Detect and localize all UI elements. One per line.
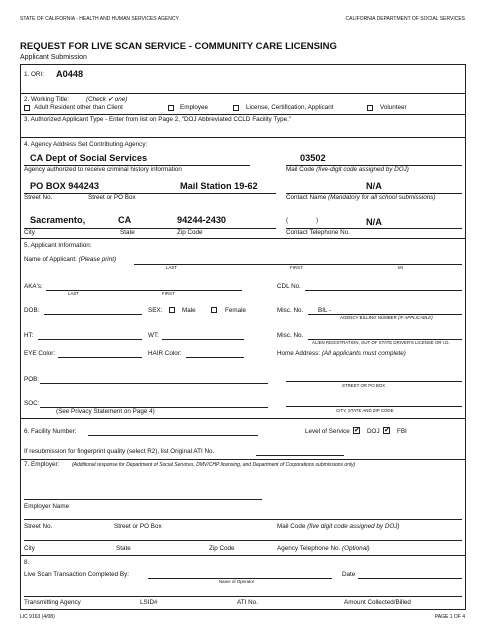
employer-zip-caption: Zip Code [209,545,235,552]
checkmark-icon: ✔ [107,96,113,103]
working-title-instruction [86,97,127,103]
soc-label: SOC: [24,400,40,407]
weight-label: WT: [148,332,159,339]
employer-hint: (Additional response for Department of Social Services, DMV/CHP licensing, and Department of Corporations submissions only) [72,462,356,468]
state-caption: State [120,229,135,236]
weight-field[interactable] [162,339,244,340]
ati-caption: ATI No. [237,599,258,606]
employer-mail-code-caption [277,524,400,530]
operator-caption: Name of Operator [219,579,255,584]
employee-label: Employee [180,104,209,111]
divider [20,555,466,556]
mail-code-value[interactable]: 03502 [300,153,326,163]
transmission-field[interactable] [24,596,462,597]
agency-caption: Agency authorized to receive criminal history information [24,166,182,173]
first-caption: FIRST [290,265,303,270]
fbi-checkbox[interactable]: ✔ [384,427,390,434]
cdl-label: CDL No. [277,283,301,290]
home-address-text: Home Address: [277,350,321,357]
contact-caption-hint: (Mandatory for all school submissions) [328,194,436,201]
mail-code-caption-hint: (five-digit code assigned by DOJ) [316,166,409,173]
male-checkbox[interactable] [169,307,175,313]
phone-caption: Contact Telephone No. [286,229,350,236]
city-caption: City [24,229,35,236]
zip-value[interactable]: 94244-2430 [177,215,227,225]
street-caption: Street No. [24,194,53,201]
volunteer-checkbox[interactable] [367,105,373,111]
agency-address-label: 4. Agency Address Set Contributing Agency: [24,141,148,148]
doj-label: DOJ [367,428,380,435]
misc1-label: Misc. No. [277,307,304,314]
contact-phone-value[interactable]: N/A [366,217,382,227]
home-city-field[interactable] [286,406,462,407]
employer-mail-code-text: Mail Code [277,523,306,530]
city-line [24,228,276,229]
hair-color-label: HAIR Color: [148,350,182,357]
applicant-name-text: Name of Applicant: [24,256,77,263]
billing-caption-hint: (IF APPLICABLE) [398,315,433,320]
ori-label: 1. ORI: [24,71,44,78]
aka-label: AKA's: [24,283,43,290]
completed-by-label: Live Scan Transaction Completed By: [24,571,130,578]
contact-caption-text: Contact Name [286,194,327,201]
instruction-text: (Check [86,96,106,103]
form-number: LIC 9163 (4/08) [20,614,55,620]
volunteer-label: Volunteer [380,104,407,111]
agency-name-value[interactable]: CA Dept of Social Services [30,153,148,163]
last-caption: LAST [166,265,177,270]
street-po-box-caption: STREET OR PO BOX [342,383,386,388]
aka-first-caption: FIRST [162,291,175,296]
level-of-service-label: Level of Service [305,428,350,435]
eye-color-field[interactable] [58,357,142,358]
city-value[interactable]: Sacramento, [30,215,86,225]
employer-name-caption: Employer Name [24,503,70,510]
street-line [24,193,276,194]
date-label: Date [342,571,356,578]
agency-left-header: STATE OF CALIFORNIA - HEALTH AND HUMAN SERVICES AGENCY [20,16,179,22]
employer-name-field[interactable] [24,499,262,500]
ori-value[interactable]: A0448 [56,69,84,79]
phone-open-paren: ( [286,217,289,224]
street-po-caption: Street or PO Box [88,194,136,201]
working-title-label: 2. Working Title: [24,96,70,103]
sex-label: SEX: [148,307,163,314]
fbi-label: FBI [397,428,407,435]
employer-city-field[interactable] [24,540,462,541]
cdl-field[interactable] [305,290,462,291]
street-value[interactable]: PO BOX 944243 [30,181,99,191]
female-checkbox[interactable] [211,307,217,313]
employer-street-field[interactable] [24,519,462,520]
misc2-label: Misc. No. [277,332,304,339]
hair-color-field[interactable] [186,357,244,358]
mail-station-value[interactable]: Mail Station 19-62 [180,181,258,191]
employer-street-caption: Street No. [24,523,53,530]
contact-name-caption [286,195,435,201]
instruction-end: one) [114,96,128,103]
employer-label: 7. Employer: [24,461,60,468]
divider [20,137,466,138]
facility-number-label: 6. Facility Number: [24,428,77,435]
form-title: REQUEST FOR LIVE SCAN SERVICE - COMMUNITY CARE LICENSING [20,41,337,52]
billing-caption [340,316,433,320]
transmitting-agency-caption: Transmitting Agency [24,599,81,606]
dob-field[interactable] [44,314,142,315]
original-ati-field[interactable] [256,455,344,456]
eye-color-label: EYE Color: [24,350,56,357]
height-field[interactable] [38,339,142,340]
employer-mail-code-hint: (five digit code assigned by DOJ) [307,523,400,530]
date-field[interactable] [358,578,462,579]
home-address-label [277,351,406,357]
zip-caption: Zip Code [177,229,203,236]
applicant-name-label [24,257,116,263]
divider [20,418,466,419]
privacy-note: (See Privacy Statement on Page 4) [56,408,155,415]
applicant-info-label: 5. Applicant Information: [24,242,92,249]
adult-resident-label: Adult Resident other than Client [34,104,123,111]
male-label: Male [182,307,196,314]
employer-phone-hint: (Optional) [342,545,370,552]
employee-checkbox[interactable] [168,105,174,111]
resubmission-label: If resubmission for fingerprint quality (select R2), list Original ATI No. [24,448,215,455]
doj-checkbox[interactable]: ✔ [354,427,360,434]
divider [20,459,466,460]
employer-state-caption: State [116,545,131,552]
employer-phone-text: Agency Telephone No. [277,545,341,552]
pob-field[interactable] [40,383,268,384]
adult-resident-checkbox[interactable] [24,105,30,111]
city-state-zip-caption: CITY, STATE AND ZIP CODE [336,408,394,413]
height-label: HT: [24,332,34,339]
divider [20,238,466,239]
divider [20,93,466,94]
amount-caption: Amount Collected/Billed [344,599,411,606]
employer-phone-caption [277,546,370,552]
page-number: PAGE 1 OF 4 [434,614,465,620]
contact-name-value[interactable]: N/A [366,181,382,191]
applicant-name-hint: (Please print) [78,256,117,263]
employer-street-po-caption: Street or PO Box [114,523,162,530]
home-address-hint: (All applicants must complete) [321,350,406,357]
phone-close-paren: ) [316,217,319,224]
applicant-type-label: 3. Authorized Applicant Type - Enter from list on Page 2, "DOJ Abbreviated CCLD Facility Type." [24,116,292,123]
divider [20,114,466,115]
section8-label: 8. [24,559,30,566]
aka-last-caption: LAST [68,291,79,296]
billing-prefix: BIL - [318,307,332,314]
home-street-field[interactable] [286,381,462,382]
dob-label: DOB: [24,307,40,314]
state-value[interactable]: CA [118,215,132,225]
mail-code-caption-text: Mail Code [286,166,315,173]
form-subtitle: Applicant Submission [20,54,87,61]
lsid-caption: LSID# [140,599,158,606]
license-checkbox[interactable] [233,105,239,111]
pob-label: POB: [24,376,40,383]
mail-code-caption [286,167,409,173]
alien-caption: ALIEN REGISTRATION, OUT OF STATE DRIVER'S LICENSE OR I.D. [312,340,450,345]
employer-city-caption: City [24,545,35,552]
license-label: License, Certification, Applicant [246,104,334,111]
agency-right-header: CALIFORNIA DEPARTMENT OF SOCIAL SERVICES [345,16,465,22]
female-label: Female [225,307,246,314]
billing-caption-text: AGENCY BILLING NUMBER [340,315,397,320]
facility-number-field[interactable] [88,435,258,436]
mi-caption: MI [398,265,403,270]
